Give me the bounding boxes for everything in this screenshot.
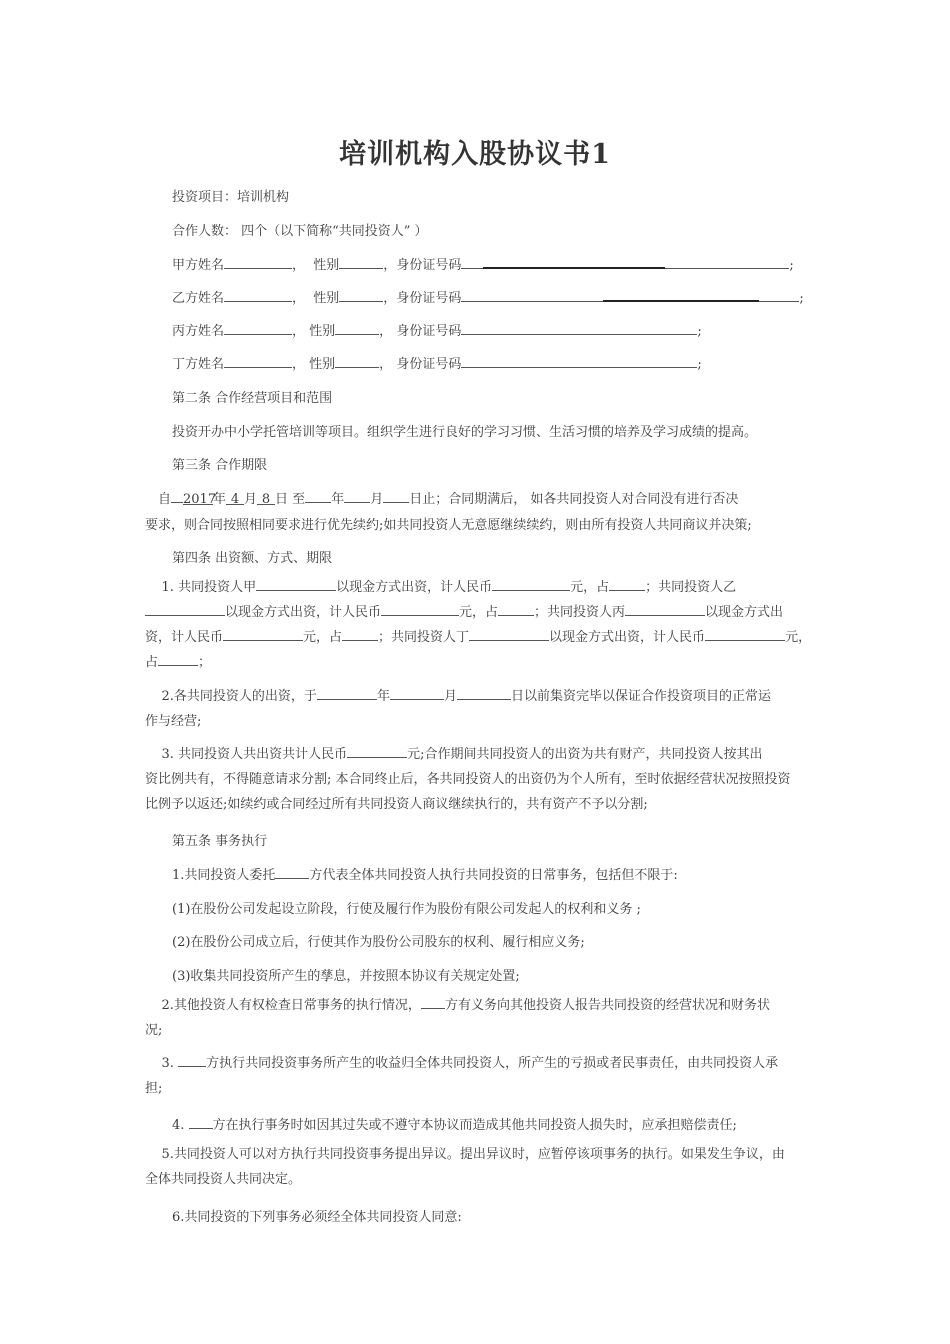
id-blank-tail[interactable] — [665, 256, 789, 269]
gender-blank[interactable] — [335, 355, 379, 368]
partners-line: 合作人数： 四个（以下简称“共同投资人” ） — [172, 224, 428, 239]
article-5-clause-2: 2.其他投资人有权检查日常事务的执行情况， 方有义务向其他投资人报告共同投资的经营状况和财务状 况; — [145, 998, 770, 1038]
article-4-clause-2: 2.各共同投资人的出资，于 年 月 日以前集资完毕以保证合作投资项目的正常运 作与经营; — [145, 689, 771, 729]
id-label: 身份证号码 — [396, 357, 462, 372]
id-blank[interactable] — [461, 256, 483, 269]
article-2-text: 投资开办中小学托管培训等项目。组织学生进行良好的学习习惯、生活习惯的培养及学习成绩的提高。 — [172, 425, 758, 440]
name-label: 乙方姓名 — [172, 291, 225, 306]
article-5-heading: 第五条 事务执行 — [172, 834, 268, 849]
article-5-clause-6: 6.共同投资的下列事务必须经全体共同投资人同意: — [172, 1210, 462, 1225]
gender-blank[interactable] — [339, 289, 383, 302]
name-label: 甲方姓名 — [172, 258, 225, 273]
gender-label: 性别 — [313, 291, 340, 306]
end-year[interactable] — [305, 490, 331, 503]
article-5-item-2: (2)在股份公司成立后，行使其作为股份公司股东的权利、履行相应义务; — [172, 935, 585, 950]
article-5-clause-4: 4. 方在执行事务时如因其过失或不遵守本协议而造成其他共同投资人损失时，应承担赔偿责任; — [172, 1118, 737, 1133]
party-b-line: 乙方姓名 ， 性别 ，身份证号码 ; — [172, 287, 804, 306]
project-line: 投资项目：培训机构 — [172, 190, 290, 205]
gender-blank[interactable] — [339, 256, 383, 269]
article-5-clause-3: 3. 方执行共同投资事务所产生的收益归全体共同投资人，所产生的亏损或者民事责任，由共同投资人承 担; — [145, 1056, 779, 1096]
article-4-clause-1: 1. 共同投资人甲 以现金方式出资，计人民币 元，占 ；共同投资人乙 以现金方式出资，计人民币 元，占 ；共同投资人丙 以现金方式出 资，计人民币 元，占 ；共同投资人丁 以现金方式出资，计人民币 元， 占 ； — [145, 580, 812, 670]
end-day[interactable] — [383, 490, 409, 503]
name-blank[interactable] — [224, 322, 292, 335]
id-blank[interactable] — [461, 289, 603, 302]
gender-label: 性别 — [313, 258, 340, 273]
party-a-line: 甲方姓名 ， 性别 ，身份证号码 ; — [172, 254, 794, 273]
id-blank-dark[interactable] — [483, 255, 665, 269]
id-blank[interactable] — [461, 355, 697, 368]
article-5-item-3: (3)收集共同投资所产生的孳息，并按照本协议有关规定处置; — [172, 969, 520, 984]
gender-label: 性别 — [309, 357, 336, 372]
article-5-clause-5: 5.共同投资人可以对方执行共同投资事务提出异议。提出异议时，应暂停该项事务的执行。如果发生争议，由 全体共同投资人共同决定。 — [145, 1147, 785, 1187]
start-year[interactable]: 2017 — [183, 492, 217, 507]
id-blank-tail[interactable] — [759, 289, 799, 302]
article-5-clause-1: 1.共同投资人委托 方代表全体共同投资人执行共同投资的日常事务，包括但不限于: — [172, 868, 678, 883]
gender-label: 性别 — [309, 324, 336, 339]
end-month[interactable] — [344, 490, 370, 503]
party-c-line: 丙方姓名 ， 性别 ， 身份证号码 ; — [172, 324, 702, 339]
name-blank[interactable] — [224, 256, 292, 269]
name-label: 丁方姓名 — [172, 357, 225, 372]
article-5-item-1: (1)在股份公司发起设立阶段，行使及履行作为股份有限公司发起人的权利和义务 ; — [172, 902, 641, 917]
start-day[interactable]: 8 — [257, 492, 275, 505]
start-month[interactable]: 4 — [226, 492, 244, 505]
article-4-heading: 第四条 出资额、方式、期限 — [172, 551, 333, 566]
id-blank[interactable] — [461, 322, 697, 335]
name-blank[interactable] — [224, 355, 292, 368]
party-d-line: 丁方姓名 ， 性别 ， 身份证号码 ; — [172, 357, 702, 372]
name-label: 丙方姓名 — [172, 324, 225, 339]
id-label: 身份证号码 — [396, 291, 462, 306]
gender-blank[interactable] — [335, 322, 379, 335]
article-3-line-2: 要求，则合同按照相同要求进行优先续约;如共同投资人无意愿继续续约，则由所有投资人共同商议并决策; — [145, 518, 752, 533]
id-blank-dark[interactable] — [603, 288, 759, 302]
id-label: 身份证号码 — [396, 258, 462, 273]
article-3-line-1: 自 2017年 4 月 8 日 至 年 月 日止；合同期满后， 如各共同投资人对合同没有进行否决 — [158, 492, 739, 507]
article-3-heading: 第三条 合作期限 — [172, 458, 268, 473]
article-2-heading: 第二条 合作经营项目和范围 — [172, 391, 333, 406]
article-4-clause-3: 3. 共同投资人共出资共计人民币 元;合作期间共同投资人的出资为共有财产，共同投资人按其出 资比例共有，不得随意请求分割; 本合同终止后，各共同投资人的出资仍为个人所有，至时依据经营状况按照投资 比例予以返还;如续约或合同经过所有共同投资人商议继续执行的，共有资产不予以分割; — [145, 747, 791, 812]
id-label: 身份证号码 — [396, 324, 462, 339]
name-blank[interactable] — [224, 289, 292, 302]
document-title: 培训机构入股协议书1 — [339, 139, 611, 170]
